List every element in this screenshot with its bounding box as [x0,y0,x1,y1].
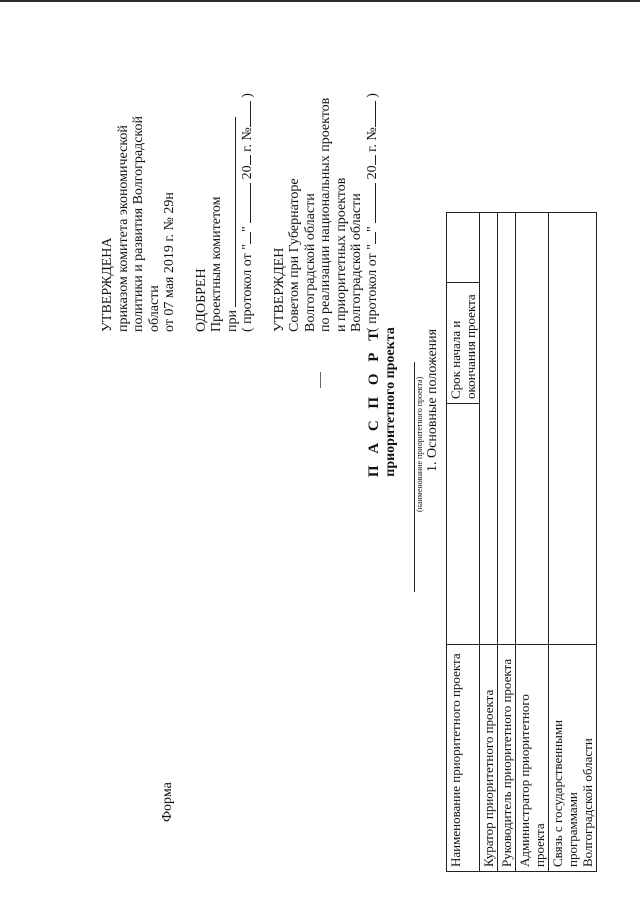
approval-block [100,93,380,332]
curator-value [480,213,498,645]
project-term-label: Срок начала и окончания проекта [447,283,480,404]
document-title: П А С П О Р Т [366,326,382,478]
table-row [549,213,597,872]
document-page [10,12,630,892]
state-programs-label: Связь с государственными программами Волгоградской области [549,645,597,872]
approved-order-date: от 07 мая 2019 г. № 29н [162,192,177,332]
council-approval-line: Волгоградской области [302,193,318,332]
committee-approval-line: Проектным комитетом [209,196,224,332]
council-approval-title: УТВЕРЖДЕН [271,247,287,332]
council-approval-line: по реализации национальных проектов [318,97,333,332]
curator-label: Куратор приоритетного проекта [480,645,498,872]
table-row [516,213,549,872]
council-approval-line: Советом при Губернаторе [287,178,302,332]
head-label: Руководитель приоритетного проекта [498,645,516,872]
project-name-value [447,404,480,645]
approved-order-line: приказом комитета экономической [115,125,131,332]
approved-order-line: области [146,285,162,332]
project-term-value [447,213,480,283]
council-approval-line: Волгоградской области [349,193,364,332]
committee-protocol-line: ( протокол от "" 20 г. № ) [240,93,255,332]
committee-approval-line: при [225,93,241,332]
project-name-caption: (наименование приоритетного проекта) [415,376,424,512]
document-heading [366,272,399,532]
committee-approval-title: ОДОБРЕН [193,268,209,332]
table-row [480,213,498,872]
approved-order-title: УТВЕРЖДЕНА [100,237,115,332]
approved-order-line: политики и развития Волгоградской [131,116,146,332]
document-subtitle: приоритетного проекта [383,327,398,477]
administrator-label: Администратор приоритетного проекта [516,645,549,872]
form-label: Форма [160,782,175,822]
council-approval-line: и приоритетных проектов [333,177,349,332]
table-row [498,213,516,872]
council-protocol-line: ( протокол от "" 20 г. № ) [364,93,380,332]
state-programs-value [549,213,597,645]
head-value [498,213,516,645]
table-row [447,213,480,872]
scan-edge [0,0,640,2]
section-title: 1. Основные положения [425,328,440,472]
administrator-value [516,213,549,645]
passport-table [446,212,597,872]
project-name-label: Наименование приоритетного проекта [447,645,480,872]
